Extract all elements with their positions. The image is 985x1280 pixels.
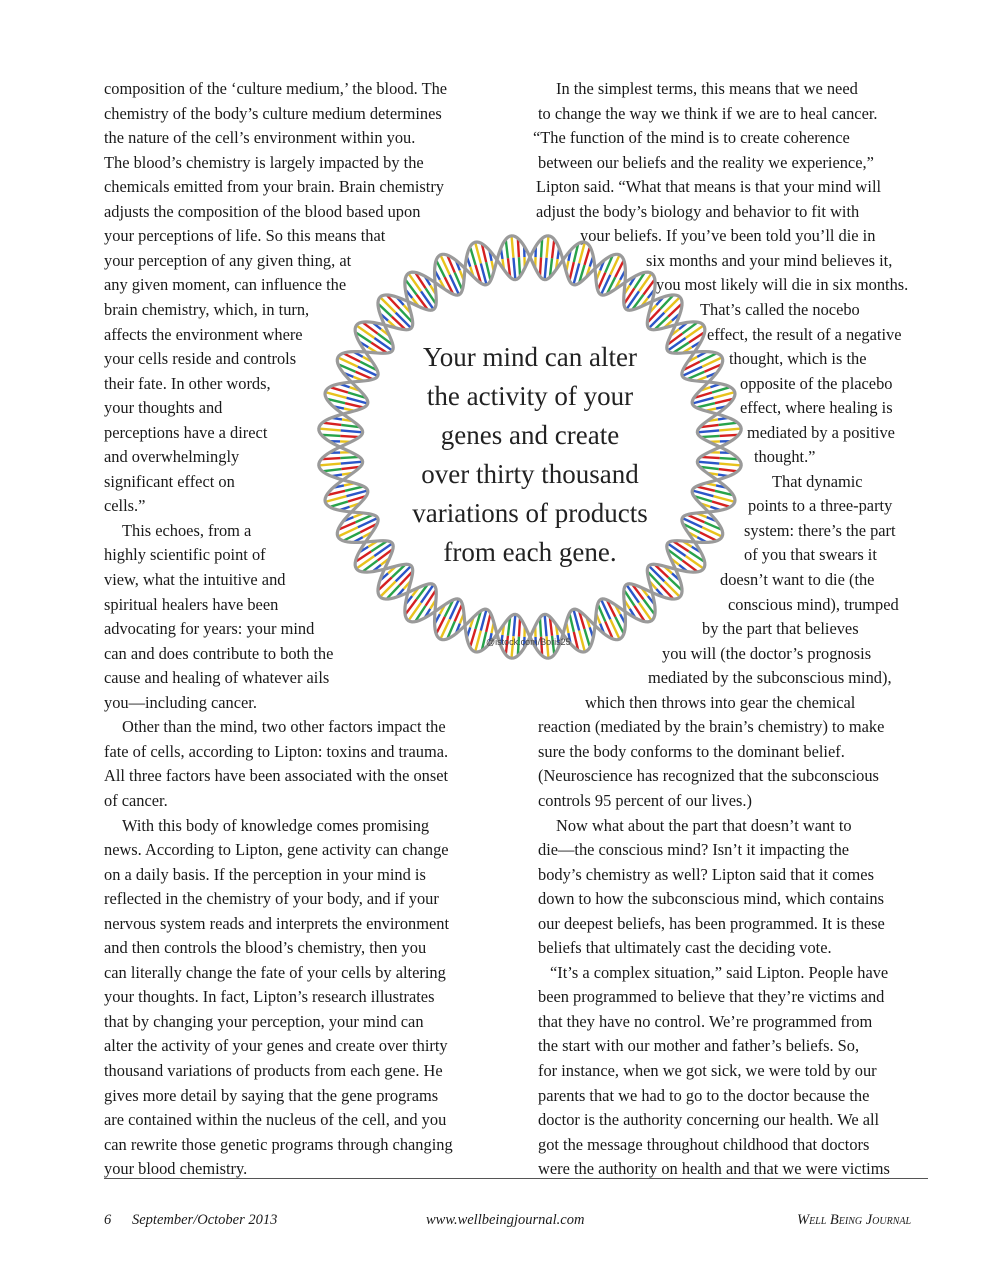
right-column-line: That’s called the nocebo <box>700 299 860 319</box>
right-column-line: Now what about the part that doesn’t want to <box>556 815 852 835</box>
left-column-line: on a daily basis. If the perception in your mind is <box>104 864 426 884</box>
left-column-line: their fate. In other words, <box>104 373 271 393</box>
left-column-line: you—including cancer. <box>104 692 257 712</box>
left-column-line: nervous system reads and interprets the environment <box>104 913 450 933</box>
left-column-line: With this body of knowledge comes promising <box>122 815 430 835</box>
left-column-line: and overwhelmingly <box>104 447 240 467</box>
right-column-line: mediated by a positive <box>747 422 895 442</box>
left-column-line: perceptions have a direct <box>104 422 268 442</box>
right-column-line: down to how the subconscious mind, which contains <box>538 889 884 909</box>
right-column-line: controls 95 percent of our lives.) <box>538 790 752 810</box>
right-column-line: you will (the doctor’s prognosis <box>662 643 872 663</box>
right-column-line: In the simplest terms, this means that we need <box>556 79 858 98</box>
right-column-line: adjust the body’s biology and behavior to fit with <box>536 201 860 221</box>
right-column-line: thought, which is the <box>729 349 867 369</box>
left-column-line: that by changing your perception, your mind can <box>104 1011 424 1031</box>
left-column-line: cells.” <box>104 496 146 516</box>
footer-page-number: 6 <box>104 1212 112 1228</box>
left-column-line: All three factors have been associated with the onset <box>104 766 449 786</box>
left-column-line: The blood’s chemistry is largely impacted by the <box>104 152 424 172</box>
right-column-line: got the message throughout childhood that doctors <box>538 1134 870 1154</box>
right-column-line: been programmed to believe that they’re victims and <box>538 987 885 1007</box>
pull-quote-line: the activity of your <box>426 381 634 411</box>
right-column-line: mediated by the subconscious mind), <box>648 668 892 688</box>
left-column-line: view, what the intuitive and <box>104 570 286 589</box>
left-column-line: highly scientific point of <box>104 545 266 565</box>
right-column-line: opposite of the placebo <box>740 373 893 393</box>
left-column-line: This echoes, from a <box>122 520 252 540</box>
footer-magazine-name: Well Being Journal <box>797 1212 912 1228</box>
right-column-line: effect, where healing is <box>740 398 893 418</box>
right-column-line: body’s chemistry as well? Lipton said that it comes <box>538 864 874 884</box>
left-column-line: affects the environment where <box>104 324 303 344</box>
left-column-line: gives more detail by saying that the gene programs <box>104 1085 439 1105</box>
left-column-line: composition of the ‘culture medium,’ the blood. The <box>104 79 448 98</box>
right-column-line: were the authority on health and that we were victims <box>538 1159 890 1179</box>
right-column-line: Lipton said. “What that means is that your mind will <box>536 177 882 197</box>
left-column-line: chemistry of the body’s culture medium determines <box>104 103 442 123</box>
left-column-line: thousand variations of products from each gene. He <box>104 1061 443 1080</box>
pull-quote-line: variations of products <box>412 498 648 528</box>
left-column-line: fate of cells, according to Lipton: toxins and trauma. <box>104 741 449 761</box>
right-column-line: reaction (mediated by the brain’s chemistry) to make <box>538 717 885 737</box>
pull-quote-line: from each gene. <box>443 537 617 567</box>
right-column-line: (Neuroscience has recognized that the subconscious <box>538 766 879 786</box>
left-column-line: can and does contribute to both the <box>104 643 334 663</box>
left-column-line: and then controls the blood’s chemistry, then you <box>104 938 427 958</box>
left-column-line: significant effect on <box>104 471 235 491</box>
left-column-line: brain chemistry, which, in turn, <box>104 299 310 319</box>
right-column-line: conscious mind), trumped <box>728 594 899 614</box>
left-column-line: reflected in the chemistry of your body, and if your <box>104 889 439 909</box>
left-column-line: advocating for years: your mind <box>104 619 315 639</box>
right-column-line: “The function of the mind is to create coherence <box>533 128 850 148</box>
right-column-line: the start with our mother and father’s beliefs. So, <box>538 1036 860 1056</box>
right-column-line: six months and your mind believes it, <box>646 250 893 270</box>
image-credit: @istock.com/Boris25 <box>486 637 571 647</box>
right-column-line: doctor is the authority concerning our health. We all <box>538 1110 880 1130</box>
right-column-line: of you that swears it <box>744 545 877 565</box>
left-column-line: can literally change the fate of your cells by altering <box>104 962 446 982</box>
left-column-line: cause and healing of whatever ails <box>104 668 330 688</box>
right-column-line: by the part that believes <box>702 619 859 639</box>
right-column-line: you most likely will die in six months. <box>656 275 909 295</box>
right-column-line: for instance, when we got sick, we were told by our <box>538 1061 877 1080</box>
left-column-line: any given moment, can influence the <box>104 275 347 295</box>
right-column-line: our deepest beliefs, has been programmed. It is these <box>538 913 885 933</box>
right-column-line: system: there’s the part <box>744 520 896 540</box>
right-column-line: “It’s a complex situation,” said Lipton. People have <box>550 962 889 982</box>
right-column-line: That dynamic <box>772 471 863 491</box>
right-column-line: doesn’t want to die (the <box>720 570 875 589</box>
left-column-line: of cancer. <box>104 790 168 810</box>
left-column-line: your blood chemistry. <box>104 1159 248 1179</box>
right-column-line: points to a three-party <box>748 496 893 516</box>
left-column-line: adjusts the composition of the blood based upon <box>104 201 421 221</box>
left-column-line: your cells reside and controls <box>104 349 297 369</box>
left-column-line: can rewrite those genetic programs through changing <box>104 1134 453 1154</box>
right-column-line: effect, the result of a negative <box>707 324 902 344</box>
left-column-line: chemicals emitted from your brain. Brain chemistry <box>104 177 445 197</box>
footer-issue: September/October 2013 <box>132 1212 278 1228</box>
right-column-line: that they have no control. We’re programmed from <box>538 1011 873 1031</box>
left-column-line: Other than the mind, two other factors impact the <box>122 717 446 737</box>
right-column-line: your beliefs. If you’ve been told you’ll die in <box>580 226 876 246</box>
pull-quote-line: over thirty thousand <box>421 459 639 489</box>
left-column-line: your thoughts. In fact, Lipton’s research illustrates <box>104 987 435 1007</box>
right-column-line: between our beliefs and the reality we experience,” <box>538 152 874 172</box>
left-column-line: spiritual healers have been <box>104 594 279 614</box>
footer-url: www.wellbeingjournal.com <box>426 1212 585 1228</box>
right-column-line: which then throws into gear the chemical <box>585 692 856 712</box>
right-column-line: thought.” <box>754 447 816 467</box>
right-column-line: sure the body conforms to the dominant belief. <box>538 741 845 761</box>
pull-quote-line: Your mind can alter <box>423 342 637 372</box>
left-column-line: alter the activity of your genes and create over thirty <box>104 1036 448 1056</box>
left-column-line: your thoughts and <box>104 398 223 418</box>
left-column-line: your perceptions of life. So this means that <box>104 226 386 246</box>
right-column-line: beliefs that ultimately cast the deciding vote. <box>538 938 832 958</box>
left-column-line: your perception of any given thing, at <box>104 250 352 270</box>
right-column-line: parents that we had to go to the doctor because the <box>538 1085 870 1105</box>
right-column-line: die—the conscious mind? Isn’t it impacting the <box>538 840 850 860</box>
right-column-line: to change the way we think if we are to heal cancer. <box>538 103 878 123</box>
footer-rule <box>104 1178 928 1179</box>
left-column-line: are contained within the nucleus of the cell, and you <box>104 1110 447 1130</box>
pull-quote-line: genes and create <box>440 420 620 450</box>
left-column-line: news. According to Lipton, gene activity can change <box>104 840 449 860</box>
left-column-line: the nature of the cell’s environment within you. <box>104 128 416 148</box>
